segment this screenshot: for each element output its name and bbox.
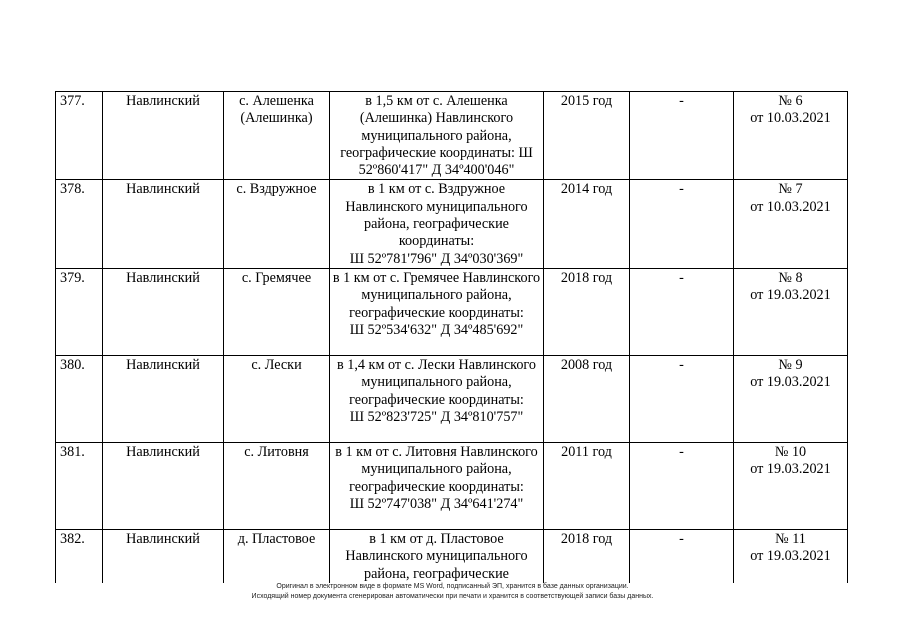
district-cell: Навлинский xyxy=(103,92,224,180)
location-cell: в 1 км от с. Литовня Навлинского муниципального района, географические координаты: Ш 52º747'038" Д 34º641'274" xyxy=(330,442,544,529)
table-row xyxy=(56,268,848,355)
document-cell: № 9 от 19.03.2021 xyxy=(734,355,848,442)
row-number: 379. xyxy=(56,268,103,355)
row-number: 380. xyxy=(56,355,103,442)
location-cell: в 1 км от с. Гремячее Навлинского муниципального района, географические координаты: Ш 52º534'632" Д 34º485'692" xyxy=(330,268,544,355)
registry-table xyxy=(55,91,848,583)
row-number: 382. xyxy=(56,529,103,582)
row-number: 381. xyxy=(56,442,103,529)
table-row xyxy=(56,442,848,529)
document-cell: № 6 от 10.03.2021 xyxy=(734,92,848,180)
document-cell: № 8 от 19.03.2021 xyxy=(734,268,848,355)
district-cell: Навлинский xyxy=(103,355,224,442)
settlement-cell: д. Пластовое xyxy=(224,529,330,582)
note-cell: - xyxy=(630,92,734,180)
settlement-cell: с. Вздружное xyxy=(224,180,330,268)
year-cell: 2008 год xyxy=(544,355,630,442)
settlement-cell: с. Лески xyxy=(224,355,330,442)
year-cell: 2015 год xyxy=(544,92,630,180)
district-cell: Навлинский xyxy=(103,268,224,355)
table-row xyxy=(56,355,848,442)
location-cell: в 1 км от с. Вздружное Навлинского муниципального района, географические координаты: Ш 52º781'796" Д 34º030'369" xyxy=(330,180,544,268)
row-number: 377. xyxy=(56,92,103,180)
document-cell: № 10 от 19.03.2021 xyxy=(734,442,848,529)
note-cell: - xyxy=(630,442,734,529)
table-row xyxy=(56,529,848,582)
note-cell: - xyxy=(630,180,734,268)
year-cell: 2014 год xyxy=(544,180,630,268)
table-row xyxy=(56,92,848,180)
note-cell: - xyxy=(630,268,734,355)
document-cell: № 11 от 19.03.2021 xyxy=(734,529,848,582)
district-cell: Навлинский xyxy=(103,442,224,529)
footer-original-note: Оригинал в электронном виде в формате MS Word, подписанный ЭП, хранится в базе данных организации. xyxy=(276,583,629,590)
table-row xyxy=(56,180,848,268)
settlement-cell: с. Гремячее xyxy=(224,268,330,355)
location-cell: в 1,4 км от с. Лески Навлинского муниципального района, географические координаты: Ш 52º823'725" Д 34º810'757" xyxy=(330,355,544,442)
year-cell: 2011 год xyxy=(544,442,630,529)
location-cell: в 1 км от д. Пластовое Навлинского муниципального района, географические xyxy=(330,529,544,582)
footer-number-note: Исходящий номер документа сгенерирован автоматически при печати и хранится в соответствующей записи базы данных. xyxy=(251,593,654,600)
year-cell: 2018 год xyxy=(544,268,630,355)
district-cell: Навлинский xyxy=(103,529,224,582)
settlement-cell: с. Литовня xyxy=(224,442,330,529)
note-cell: - xyxy=(630,355,734,442)
location-cell: в 1,5 км от с. Алешенка (Алешинка) Навлинского муниципального района, географические координаты: Ш 52º860'417" Д 34º400'046" xyxy=(330,92,544,180)
settlement-cell: с. Алешенка (Алешинка) xyxy=(224,92,330,180)
note-cell: - xyxy=(630,529,734,582)
year-cell: 2018 год xyxy=(544,529,630,582)
document-cell: № 7 от 10.03.2021 xyxy=(734,180,848,268)
district-cell: Навлинский xyxy=(103,180,224,268)
row-number: 378. xyxy=(56,180,103,268)
